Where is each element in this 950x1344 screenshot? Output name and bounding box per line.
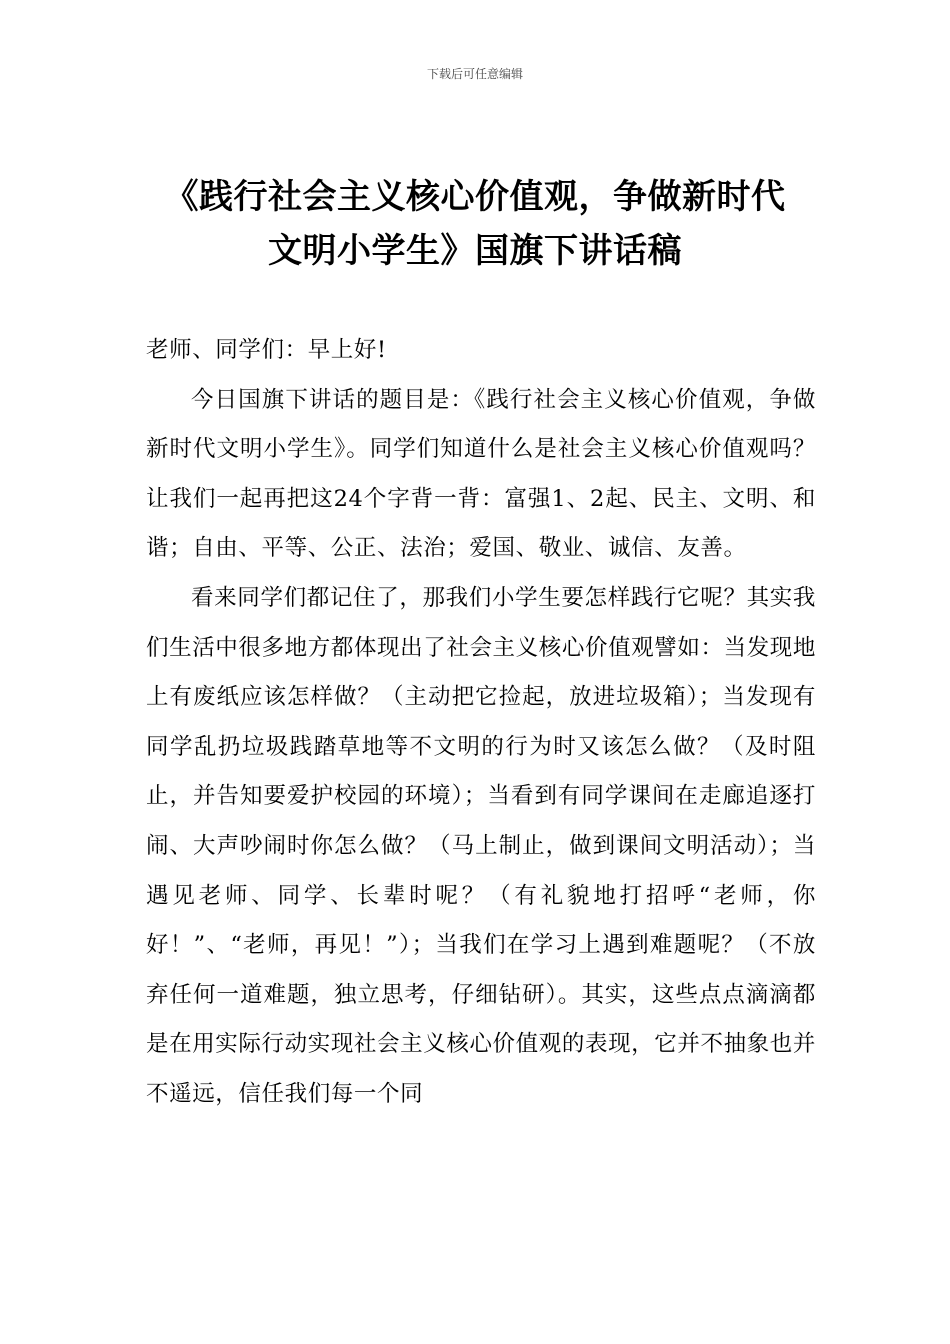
document-title (140, 170, 810, 278)
title-line-1: 《践行社会主义核心价值观，争做新时代 (164, 177, 786, 217)
paragraph-1: 今日国旗下讲话的题目是：《践行社会主义核心价值观，争做新时代文明小学生》。同学们知道什么是社会主义核心价值观吗？让我们一起再把这24个字背一背：富强1、2起、民主、文明、和谐；自由、平等、公正、法治；爱国、敬业、诚信、友善。 (146, 386, 816, 562)
document-body (146, 326, 816, 1120)
header-note: 下载后可任意编辑 (426, 67, 523, 81)
title-line-2: 文明小学生》国旗下讲话稿 (268, 231, 682, 271)
greeting: 老师、同学们：早上好! (146, 337, 387, 363)
paragraph-2: 看来同学们都记住了，那我们小学生要怎样践行它呢？其实我们生活中很多地方都体现出了社会主义核心价值观譬如：当发现地上有废纸应该怎样做？（主动把它捡起，放进垃圾箱）；当发现有同学乱扔垃圾践踏草地等不文明的行为时又该怎么做？（及时阻止，并告知要爱护校园的环境）；当看到有同学课间在走廊追逐打闹、大声吵闹时你怎么做？（马上制止，做到课间文明活动）；当遇见老师、同学、长辈时呢？（有礼貌地打招呼“老师，你好！”、“老师，再见！”）；当我们在学习上遇到难题呢？（不放弃任何一道难题，独立思考，仔细钻研）。其实，这些点点滴滴都是在用实际行动实现社会主义核心价值观的表现，它并不抽象也并不遥远，信任我们每一个同 (146, 584, 816, 1107)
